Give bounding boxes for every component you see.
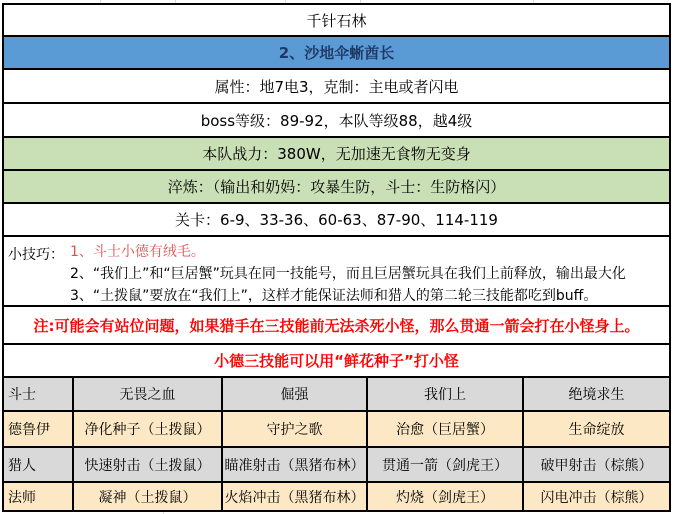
- attributes-text: 属性：地7电3，克制：主电或者闪电: [214, 77, 459, 96]
- region-title-row: [4, 5, 669, 37]
- skill-cell: 贯通一箭（剑虎王）: [366, 448, 522, 481]
- tips-row: [4, 237, 669, 307]
- table-row-druid: [4, 412, 669, 448]
- stages-row: [4, 204, 669, 237]
- skill-cell: 火焰冲击（黑猪布林）: [221, 483, 366, 510]
- tips-list: [64, 243, 626, 306]
- warning-note-text: 注:可能会有站位问题，如果猎手在三技能前无法杀死小怪，那么贯通一箭会打在小怪身上。: [33, 316, 640, 335]
- header-skill-3: 我们上: [366, 378, 522, 410]
- role-label: 猎人: [8, 457, 36, 474]
- skill-cell: 守护之歌: [221, 412, 366, 446]
- boss-level-text: boss等级：89-92，本队等级88，越4级: [200, 111, 473, 130]
- refinement-text: 淬炼：（输出和奶妈：攻暴生防，斗士：生防格闪）: [167, 178, 506, 196]
- team-power-text: 本队战力：380W，无加速无食物无变身: [202, 145, 471, 163]
- header-warrior: 斗士: [8, 387, 36, 403]
- boss-level-row: [4, 104, 669, 138]
- skill-cell: 快速射击（土拨鼠）: [72, 448, 221, 481]
- tip-item-3: 3、“土拨鼠”要放在“我们上”，这样才能保证法师和猎人的第二轮三技能都吃到buff。: [70, 288, 598, 304]
- role-label: 法师: [8, 489, 36, 506]
- skill-cell: 治愈（巨居蟹）: [366, 412, 522, 446]
- refinement-row: [4, 171, 669, 204]
- skill-cell: 生命绽放: [522, 412, 669, 446]
- table-row-mage: [4, 483, 669, 512]
- skill-cell: 闪电冲击（棕熊）: [522, 483, 669, 510]
- header-skill-1: 无畏之血: [72, 378, 221, 410]
- skill-cell: 瞄准射击（黑猪布林）: [221, 448, 366, 481]
- header-skill-4: 绝境求生: [522, 378, 669, 410]
- tip-item-2: 2、“我们上”和“巨居蟹”玩具在同一技能号，而且巨居蟹玩具在我们上前释放，输出最大化: [70, 266, 626, 282]
- highlight-tip-text: 小德三技能可以用“鲜花种子”打小怪: [214, 352, 459, 370]
- skill-cell: 凝神（土拨鼠）: [72, 483, 221, 510]
- region-title: 千针石林: [306, 11, 367, 30]
- highlight-tip-row: [4, 345, 669, 378]
- tips-label: 小技巧：: [8, 247, 64, 263]
- stages-text: 关卡：6-9、33-36、60-63、87-90、114-119: [175, 211, 498, 229]
- boss-name-row: [4, 37, 669, 70]
- role-label: 德鲁伊: [8, 422, 50, 438]
- table-row-hunter: [4, 448, 669, 483]
- skill-cell: 灼烧（剑虎王）: [366, 483, 522, 510]
- boss-name: 2、沙地伞蜥酋长: [278, 44, 395, 62]
- tip-item-1: 1、斗士小德有绒毛。: [70, 244, 205, 260]
- skill-table-header-row: [4, 378, 669, 412]
- skill-cell: 净化种子（土拨鼠）: [72, 412, 221, 446]
- boss-guide-table: [2, 3, 671, 512]
- warning-note-row: [4, 307, 669, 345]
- team-power-row: [4, 138, 669, 171]
- header-skill-2: 倔强: [221, 378, 366, 410]
- attributes-row: [4, 70, 669, 104]
- skill-cell: 破甲射击（棕熊）: [522, 448, 669, 481]
